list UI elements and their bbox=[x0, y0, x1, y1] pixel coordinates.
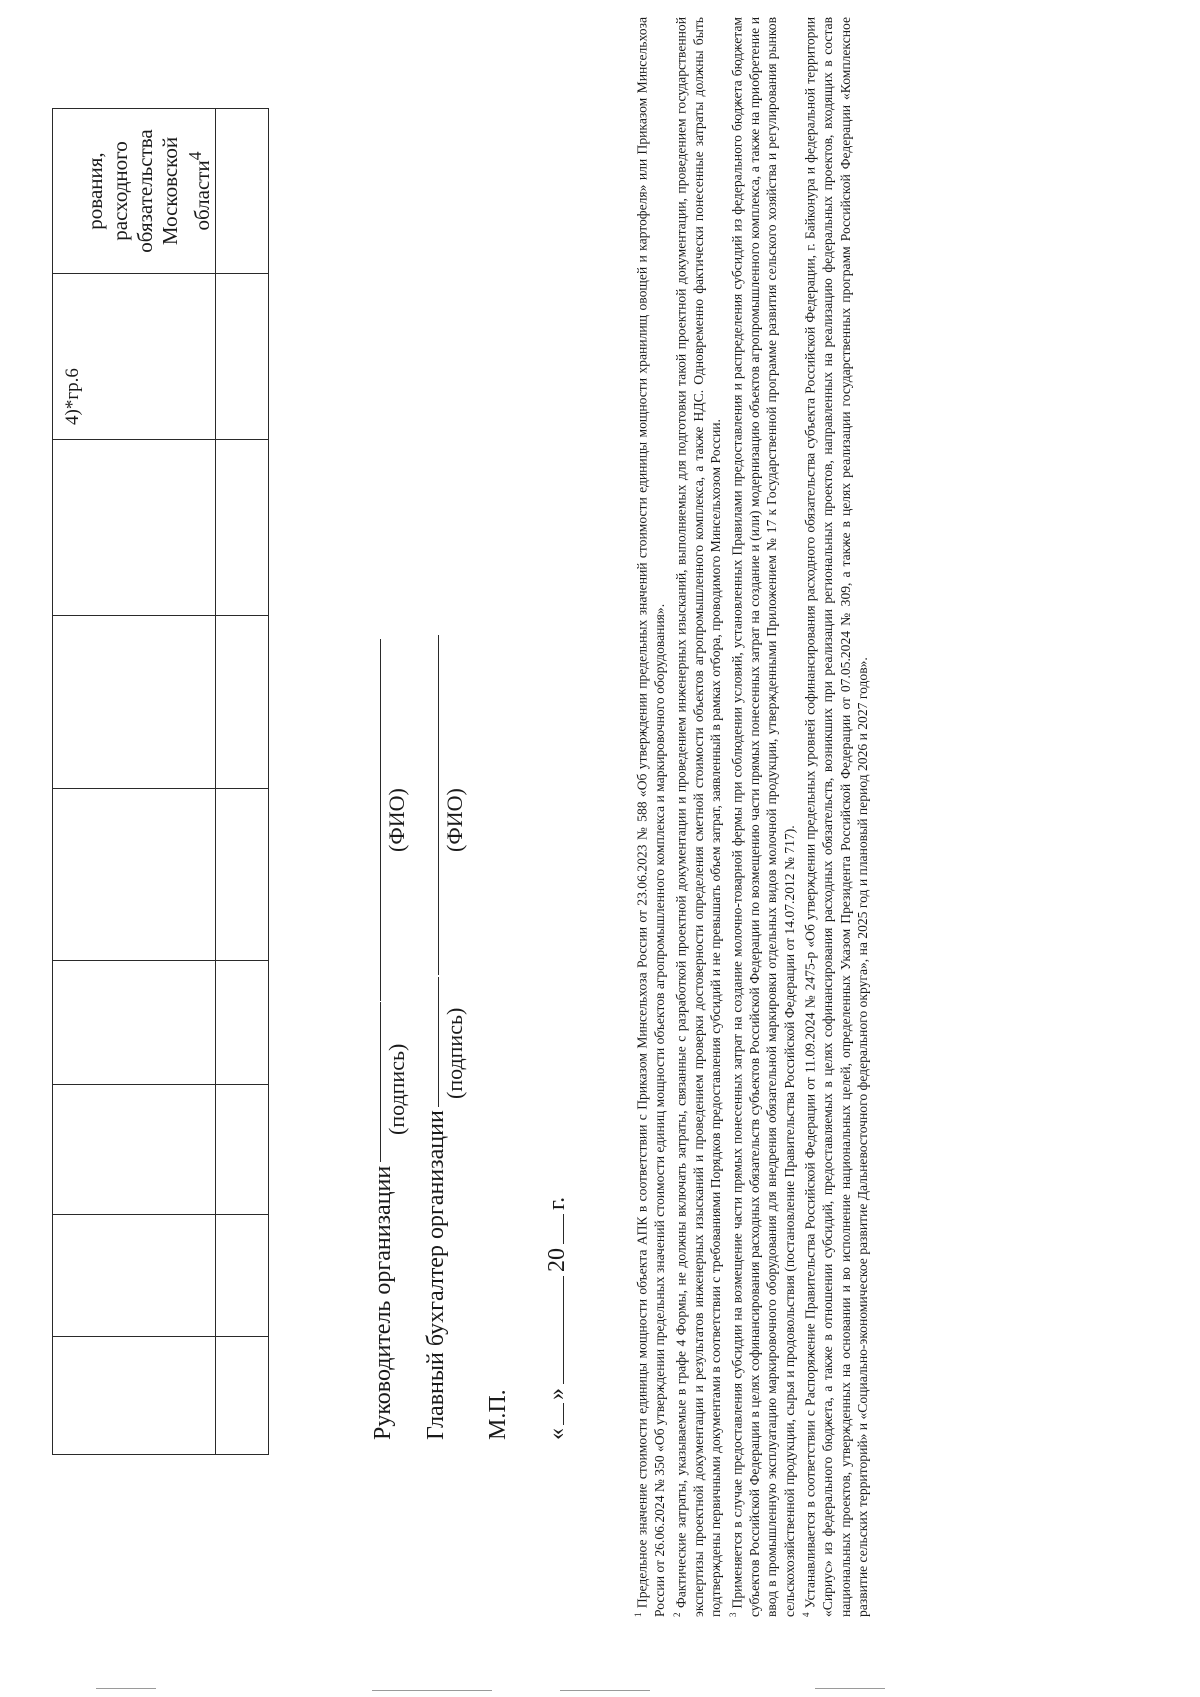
date-year-prefix: 20 bbox=[544, 1248, 570, 1272]
accountant-name-caption: (ФИО) bbox=[442, 788, 467, 852]
note-line: обязательства bbox=[133, 129, 157, 253]
note-line-text: области bbox=[190, 160, 214, 231]
head-sign-caption: (подпись) bbox=[384, 1043, 409, 1135]
note-line: расходного bbox=[108, 141, 132, 241]
footnote-2 bbox=[669, 17, 725, 1617]
footnote-text: Устанавливается в соответствии с Распоряжение Правительства Российской Федерации от 11.09.2024 № 2475-р «Об утверждении предельных уровней софинансирования расходного обязательства субъекта Российской Федерации, г. Байконура и федеральной территории «Сириус» из федерального бюджета, а также в отношении субсидий, предоставляемых в целях софинансирования расходных обязательств, возникших при реализации региональных проектов, направленных на реализацию федеральных проектов, входящих в состав национальных проектов, утвержденных на основании и во исполнение национальных целей, определенных Указом Президента Российской Федерации от 07.05.2024 № 309, а также в целях реализации государственных программ Российской Федерации «Комплексное развитие сельских территорий» и «Социально-экономическое развитие Дальневосточного федерального округа», на 2025 год и плановый период 2026 и 2027 годов». bbox=[802, 17, 871, 1617]
table-cell bbox=[53, 1337, 216, 1455]
footnote-text: Фактические затраты, указываемые в графе 4 Формы, не должны включать затраты, связанные с разработкой проектной документации и проведением инженерных изысканий, выполняемых для подготовки такой проектной документации, проведением государственной экспертизы проектной документации и результатов инженерных изысканий и проведением проверки достоверности определения сметной стоимости объектов агропромышленного комплекса, а также НДС. Одновременно фактически понесенные затраты должны быть подтверждены первичными документами в соответствии с требованиями Порядков предоставления субсидий и не превышать объем затрат, заявленный в рамках отбора, проводимого Минсельхозом России. bbox=[673, 17, 724, 1617]
table-cell bbox=[216, 1337, 269, 1455]
date-month-blank bbox=[563, 1276, 564, 1384]
scan-mark bbox=[815, 1688, 885, 1689]
data-table bbox=[52, 108, 269, 1455]
date-close-quote: » bbox=[544, 1388, 570, 1400]
table-cell bbox=[216, 616, 269, 789]
footnote-number: 4 bbox=[801, 1612, 812, 1617]
head-name-caption: (ФИО) bbox=[384, 788, 409, 852]
table-cell-reference: 4)*гр.6 bbox=[53, 274, 216, 440]
footnote-text: Предельное значение стоимости единицы мощности объекта АПК в соответствии с Приказом Минсельхоза России от 23.06.2023 № 588 «Об утверждении предельных значений стоимости единицы мощности хранилищ овощей и картофеля» или Приказом Минсельхоза России от 26.06.2024 № 350 «Об утверждении предельных значений стоимости единиц мощности объектов агропромышленного комплекса и маркировочного оборудования». bbox=[634, 17, 668, 1617]
table-cell bbox=[216, 274, 269, 440]
table-cell bbox=[53, 1085, 216, 1215]
footnote-4 bbox=[798, 17, 872, 1617]
accountant-signature-line bbox=[438, 977, 439, 1107]
note-line: Московской bbox=[158, 136, 182, 246]
date-day-blank bbox=[563, 1403, 564, 1425]
stamp-label: М.П. bbox=[485, 1389, 511, 1440]
date-line bbox=[544, 1197, 571, 1440]
scan-mark bbox=[372, 1690, 492, 1691]
table-cell-note bbox=[53, 109, 216, 274]
table-cell bbox=[53, 961, 216, 1085]
table-cell bbox=[53, 440, 216, 616]
table-cell bbox=[216, 440, 269, 616]
date-year-blank bbox=[563, 1214, 564, 1244]
date-suffix: г. bbox=[544, 1196, 570, 1210]
table-cell bbox=[216, 1215, 269, 1337]
head-name-line bbox=[380, 639, 381, 1001]
table-cell bbox=[216, 1085, 269, 1215]
footnote-text: Применяется в случае предоставления субсидии на возмещение части прямых понесенных затрат на создание молочно-товарной фермы при соблюдении условий, установленных Правилами предоставления и распределения субсидий из федерального бюджета бюджетам субъектов Российской Федерации в целях софинансирования расходных обязательств субъектов Российской Федерации по возмещению части прямых понесенных затрат на создание и (или) модернизацию объектов агропромышленного комплекса, а также на приобретение и ввод в промышленную эксплуатацию маркировочного оборудования для внедрения обязательной маркировки отдельных видов молочной продукции, утвержденными Приложением № 17 к Государственной программе развития сельского хозяйства и регулирования рынков сельскохозяйственной продукции, сырья и продовольствия (постановление Правительства Российской Федерации от 14.07.2012 № 717). bbox=[729, 17, 797, 1617]
scan-mark bbox=[96, 1688, 156, 1689]
table-cell bbox=[53, 616, 216, 789]
date-open-quote: « bbox=[544, 1428, 570, 1440]
footnote-3 bbox=[725, 17, 799, 1617]
table-cell bbox=[216, 109, 269, 274]
table-cell bbox=[216, 961, 269, 1085]
footnote-number: 1 bbox=[633, 1612, 643, 1617]
accountant-sign-caption: (подпись) bbox=[442, 1007, 467, 1099]
head-signature-line bbox=[380, 1002, 381, 1162]
footnote-number: 2 bbox=[671, 1612, 682, 1617]
note-line: рования, bbox=[83, 152, 107, 230]
footnote-number: 3 bbox=[727, 1612, 738, 1617]
table-cell bbox=[53, 789, 216, 961]
footnotes bbox=[630, 17, 872, 1617]
head-label: Руководитель организации bbox=[370, 1165, 396, 1440]
accountant-name-line bbox=[438, 635, 439, 975]
footnote-1 bbox=[630, 17, 669, 1617]
table-cell bbox=[53, 1215, 216, 1337]
accountant-label: Главный бухгалтер организации bbox=[423, 1110, 449, 1440]
footnote-ref: 4 bbox=[185, 151, 205, 161]
scan-mark bbox=[560, 1690, 650, 1691]
note-line bbox=[183, 109, 215, 273]
table-cell bbox=[216, 789, 269, 961]
